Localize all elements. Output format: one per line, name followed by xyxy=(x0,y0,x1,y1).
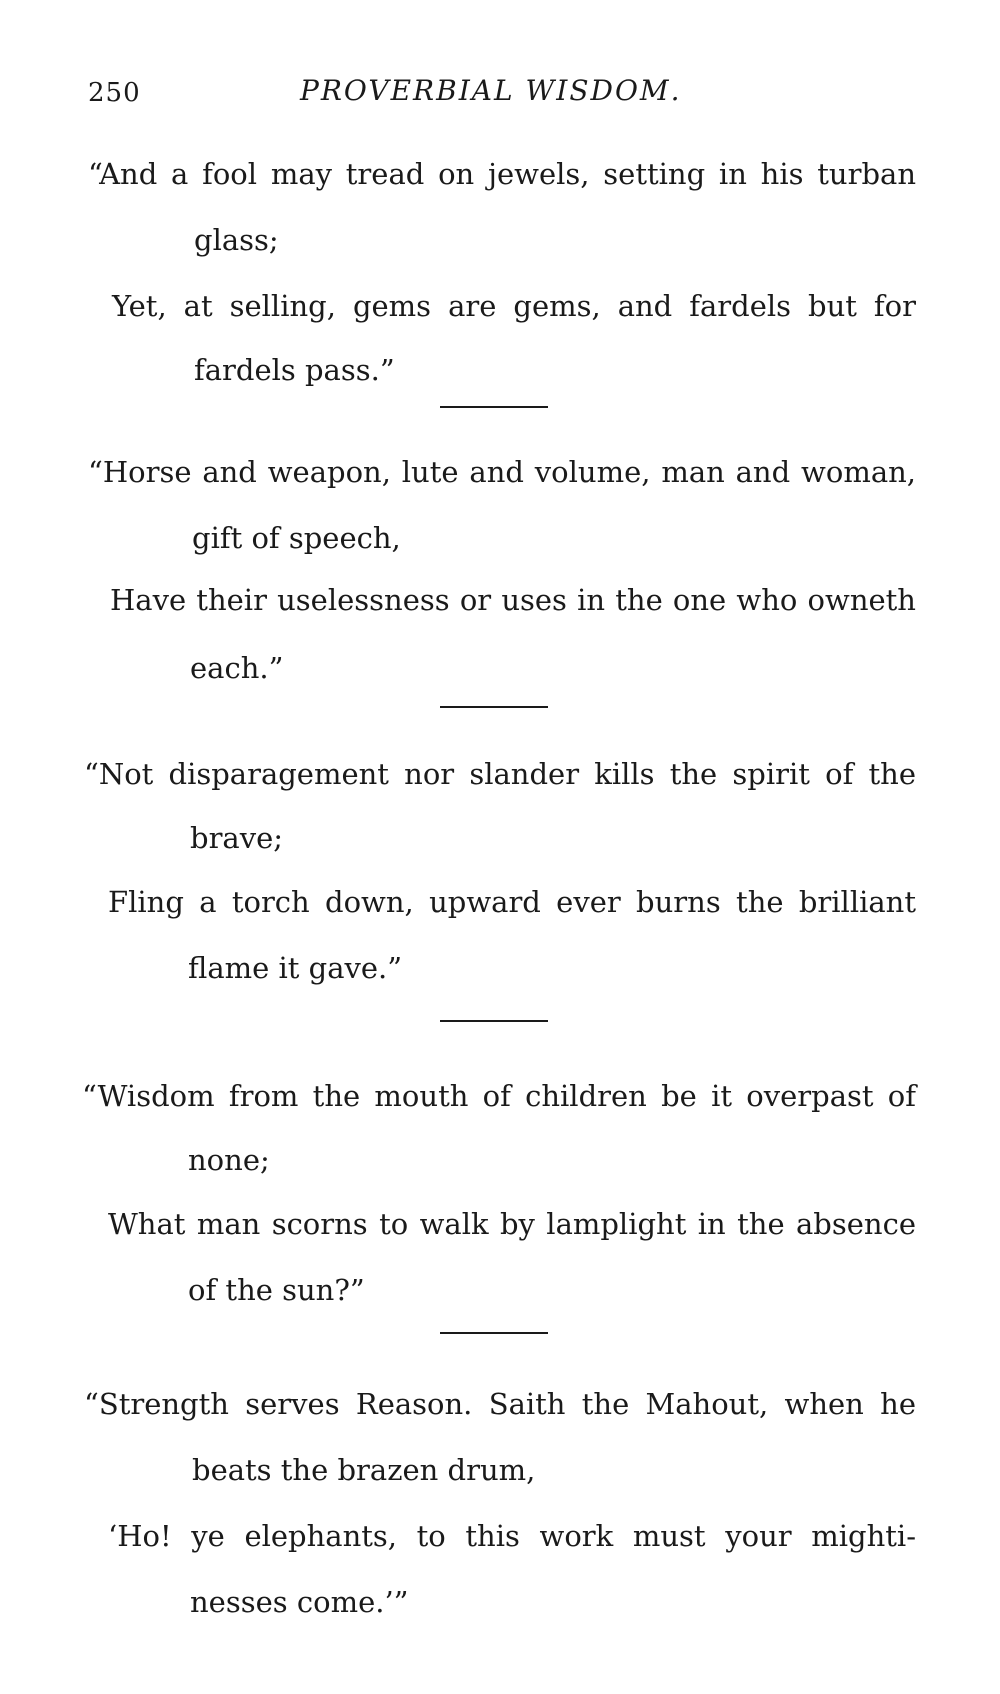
verse-line: What man scorns to walk by lamplight in the absence xyxy=(108,1207,916,1241)
section-divider xyxy=(440,1020,548,1022)
verse-line: of the sun?” xyxy=(188,1273,365,1307)
running-title: PROVERBIAL WISDOM. xyxy=(300,74,682,107)
verse-line: beats the brazen drum, xyxy=(192,1453,536,1487)
verse-line: ‘Ho! ye elephants, to this work must your mighti- xyxy=(108,1519,916,1553)
verse-line: fardels pass.” xyxy=(194,353,395,387)
verse-line: Fling a torch down, upward ever burns the brilliant xyxy=(108,885,916,919)
verse-line: Have their uselessness or uses in the one who owneth xyxy=(110,583,916,617)
verse-line: “And a fool may tread on jewels, setting in his turban xyxy=(88,157,916,191)
section-divider xyxy=(440,706,548,708)
verse-line: none; xyxy=(188,1143,270,1177)
verse-line: glass; xyxy=(194,223,279,257)
verse-line: “Wisdom from the mouth of children be it overpast of xyxy=(82,1079,916,1113)
verse-line: “Horse and weapon, lute and volume, man and woman, xyxy=(88,455,916,489)
verse-line: brave; xyxy=(190,821,284,855)
page-number: 250 xyxy=(88,78,141,108)
verse-line: nesses come.’” xyxy=(190,1585,409,1619)
section-divider xyxy=(440,406,548,408)
verse-line: Yet, at selling, gems are gems, and fardels but for xyxy=(112,289,916,323)
verse-line: each.” xyxy=(190,651,284,685)
section-divider xyxy=(440,1332,548,1334)
verse-line: “Not disparagement nor slander kills the spirit of the xyxy=(84,757,916,791)
verse-line: gift of speech, xyxy=(192,521,401,555)
verse-line: “Strength serves Reason. Saith the Mahout, when he xyxy=(84,1387,916,1421)
verse-line: flame it gave.” xyxy=(188,951,403,985)
